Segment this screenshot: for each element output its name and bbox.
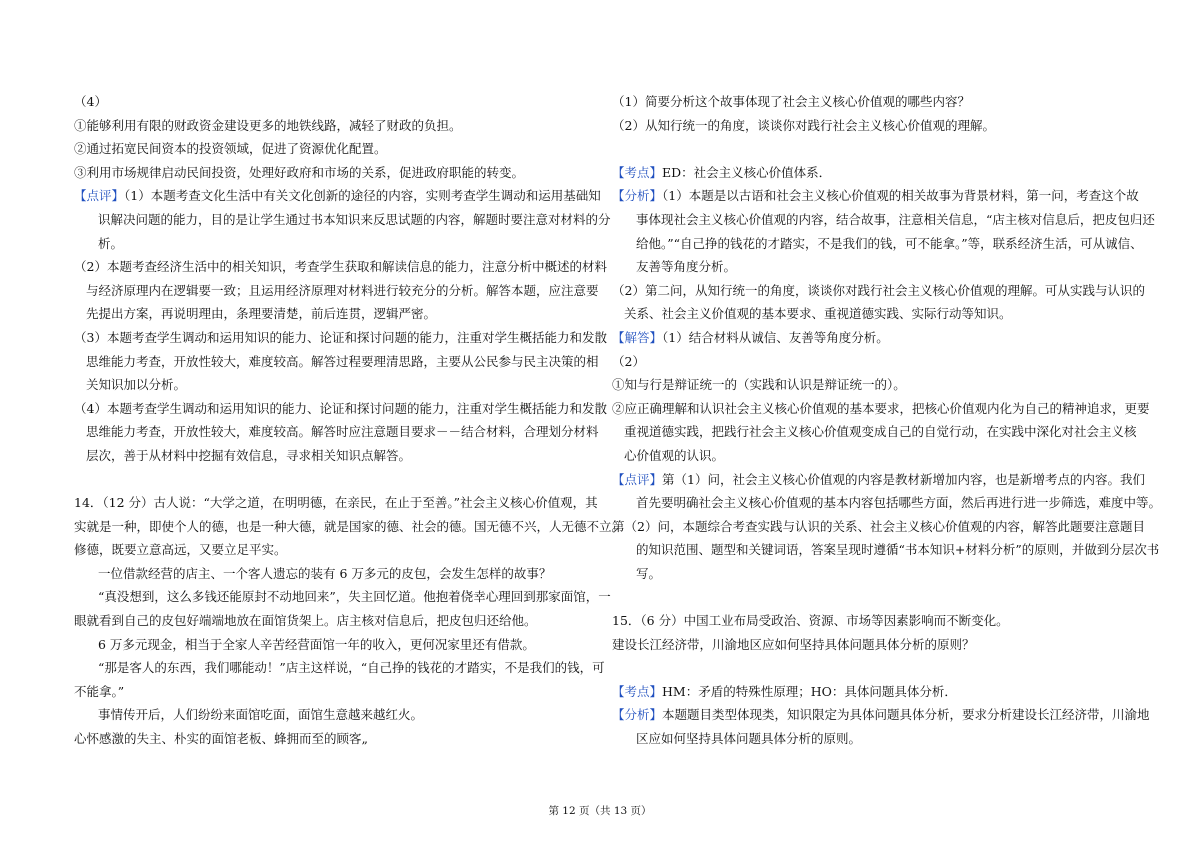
line-text: （4）本题考查学生调动和运用知识的能力、论证和探讨问题的能力，注重对学生概括能力和发散 <box>74 400 607 416</box>
text-line <box>74 491 598 515</box>
text-line <box>612 90 1134 114</box>
left-column <box>74 90 625 751</box>
section-tag: 【考点】 <box>612 683 663 699</box>
text-line <box>74 350 599 374</box>
text-line <box>74 538 594 562</box>
line-text: 思维能力考查，开放性较大，难度较高。解答时应注意题目要求－－结合材料，合理划分材料 <box>86 424 599 440</box>
line-text: （1）本题是以古语和社会主义核心价值观的相关故事为背景材料，第一问，考查这个故 <box>662 188 1139 204</box>
text-line <box>612 515 1145 539</box>
line-text: 层次，善于从材料中挖掘有效信息，寻求相关知识点解答。 <box>86 447 412 463</box>
text-line <box>74 137 594 161</box>
line-text: 析。 <box>98 235 124 251</box>
text-line <box>74 397 607 421</box>
section-tag: 【点评】 <box>74 188 125 204</box>
line-text: （1）结合材料从诚信、友善等角度分析。 <box>662 329 889 345</box>
line-text: ED：社会主义核心价值体系． <box>662 164 832 180</box>
text-line <box>612 703 1150 727</box>
text-line <box>74 633 594 657</box>
line-text: 与经济原理内在逻辑要一致；且运用经济原理对材料进行较充分的分析。解答本题，应注意要 <box>86 282 599 298</box>
line-text: 关系、社会主义价值观的基本要求、重视道德实践、实际行动等知识。 <box>624 306 1012 322</box>
section-tag: 【分析】 <box>612 188 663 204</box>
line-text: 眼就看到自己的皮包好端端地放在面馆货架上。店主核对信息后，把皮包归还给他。 <box>74 613 537 629</box>
line-text: 一位借款经营的店主、一个客人遗忘的装有 6 万多元的皮包，会发生怎样的故事？ <box>98 565 552 581</box>
line-text: 友善等角度分析。 <box>636 259 737 275</box>
text-line <box>612 420 1137 444</box>
line-text: 识解决问题的能力，目的是让学生通过书本知识来反思试题的内容，解题时要注意对材料的分 <box>98 211 611 227</box>
text-line <box>74 468 594 492</box>
line-text: 先提出方案，再说明理由，条理要清楚，前后连贯，逻辑严密。 <box>86 306 437 322</box>
line-text: ②通过拓宽民间资本的投资领域，促进了资源优化配置。 <box>74 141 387 157</box>
line-text: “那是客人的东西，我们哪能动！”店主这样说，“自己挣的钱花的才踏实，不是我们的钱，可 <box>98 660 605 676</box>
text-line <box>74 184 601 208</box>
text-line <box>74 609 594 633</box>
text-line <box>74 444 594 468</box>
text-line <box>74 373 594 397</box>
text-line <box>74 114 594 138</box>
text-line <box>612 373 1134 397</box>
line-text: 实就是一种，即使个人的德，也是一种大德，就是国家的德、社会的德。国无德不兴，人无德不立。 <box>74 518 625 534</box>
line-text: 第（2）问，本题综合考查实践与认识的关系、社会主义核心价值观的内容，解答此题要注意题目 <box>612 518 1145 534</box>
line-text: ③利用市场规律启动民间投资，处理好政府和市场的关系，促进政府职能的转变。 <box>74 164 525 180</box>
text-line <box>612 538 1160 562</box>
line-text: HM：矛盾的特殊性原理；HO：具体问题具体分析． <box>662 683 957 699</box>
text-line <box>612 137 1134 161</box>
line-text: ①知与行是辩证统一的（实践和认识是辩证统一的）。 <box>612 377 906 393</box>
text-line <box>612 208 1155 232</box>
line-text: 重视道德实践，把践行社会主义核心价值观变成自己的自觉行动，在实践中深化对社会主义核 <box>624 424 1137 440</box>
line-text: 写。 <box>636 565 662 581</box>
line-text: （2）从知行统一的角度，谈谈你对践行社会主义核心价值观的理解。 <box>612 117 995 133</box>
text-line <box>74 302 594 326</box>
line-text: （2）本题考查经济生活中的相关知识，考查学生获取和解读信息的能力，注意分析中概述的材料 <box>74 259 607 275</box>
text-line <box>74 326 607 350</box>
line-text: 本题题目类型体现类，知识限定为具体问题具体分析，要求分析建设长江经济带，川渝地 <box>662 707 1150 723</box>
text-line <box>74 703 594 727</box>
section-tag: 【分析】 <box>612 707 663 723</box>
line-text: 事体现社会主义核心价值观的内容，结合故事，注意相关信息，“店主核对信息后，把皮包归还 <box>636 211 1155 227</box>
line-text: 14．（12 分）古人说：“大学之道，在明明德，在亲民，在止于至善。”社会主义核心价值观，其 <box>74 495 598 511</box>
text-line <box>612 633 1134 657</box>
line-text: 关知识加以分析。 <box>86 377 187 393</box>
section-tag: 【考点】 <box>612 164 663 180</box>
text-line <box>74 727 594 751</box>
right-column <box>612 90 1162 751</box>
line-text: 6 万多元现金，相当于全家人辛苦经营面馆一年的收入，更何况家里还有借款。 <box>98 636 535 652</box>
text-line <box>612 585 1134 609</box>
line-text: 思维能力考查，开放性较大，难度较高。解答过程要理清思路，主要从公民参与民主决策的相 <box>86 353 599 369</box>
text-line <box>74 90 594 114</box>
line-text: 心价值观的认识。 <box>624 447 725 463</box>
text-line <box>74 232 594 256</box>
text-line <box>612 491 1162 515</box>
line-text: 第（1）问，社会主义核心价值观的内容是教材新增加内容，也是新增考点的内容。我们 <box>662 471 1145 487</box>
text-line <box>612 279 1145 303</box>
text-line <box>612 397 1150 421</box>
line-text: 心怀感激的失主、朴实的面馆老板、蜂拥而至的顾客„ <box>74 731 368 747</box>
line-text: （1）简要分析这个故事体现了社会主义核心价值观的哪些内容？ <box>612 94 970 109</box>
line-text: “真没想到，这么多钱还能原封不动地回来”，失主回忆道。他抱着侥幸心理回到那家面馆，一 <box>98 589 611 605</box>
text-line <box>612 727 1134 751</box>
text-line <box>74 420 599 444</box>
text-line <box>74 208 611 232</box>
line-text: 建设长江经济带，川渝地区应如何坚持具体问题具体分析的原则？ <box>612 636 975 652</box>
text-line <box>74 515 625 539</box>
text-line <box>612 350 1134 374</box>
text-line <box>74 279 599 303</box>
line-text: （3）本题考查学生调动和运用知识的能力、论证和探讨问题的能力，注重对学生概括能力和发散 <box>74 329 607 345</box>
text-line <box>612 161 1134 185</box>
text-line <box>612 444 1134 468</box>
text-line <box>612 680 1134 704</box>
text-line <box>74 656 605 680</box>
text-line <box>74 255 607 279</box>
line-text: 首先要明确社会主义核心价值观的基本内容包括哪些方面，然后再进行进一步筛选，难度中等。 <box>636 495 1162 511</box>
text-line <box>612 468 1145 492</box>
text-line <box>74 680 594 704</box>
line-text: （1）本题考查文化生活中有关文化创新的途径的内容，实则考查学生调动和运用基础知 <box>124 188 601 204</box>
page-footer: 第 12 页（共 13 页） <box>548 805 652 817</box>
line-text: 不能拿。” <box>74 683 125 699</box>
line-text: （2） <box>612 353 645 369</box>
text-line <box>74 562 594 586</box>
text-line <box>612 114 1134 138</box>
text-line <box>74 161 594 185</box>
line-text: ②应正确理解和认识社会主义核心价值观的基本要求，把核心价值观内化为自己的精神追求，更要 <box>612 400 1150 416</box>
line-text: 15．（6 分）中国工业布局受政治、资源、市场等因素影响而不断变化。 <box>612 613 1009 629</box>
line-text: 给他。”“自己挣的钱花的才踏实，不是我们的钱，可不能拿。”等，联系经济生活，可从诚信、 <box>636 235 1143 251</box>
section-tag: 【点评】 <box>612 471 663 487</box>
line-text: ①能够利用有限的财政资金建设更多的地铁线路，减轻了财政的负担。 <box>74 117 462 133</box>
text-line <box>612 562 1134 586</box>
line-text: 事情传开后，人们纷纷来面馆吃面，面馆生意越来越红火。 <box>98 707 424 723</box>
text-line <box>612 232 1143 256</box>
line-text: 修德，既要立意高远，又要立足平实。 <box>74 542 287 558</box>
line-text: （4） <box>74 94 107 109</box>
text-line <box>612 255 1134 279</box>
text-line <box>612 302 1134 326</box>
text-line <box>74 585 611 609</box>
text-line <box>612 326 1134 350</box>
section-tag: 【解答】 <box>612 329 663 345</box>
line-text: 的知识范围、题型和关键词语，答案呈现时遵循“书本知识+材料分析”的原则，并做到分层次书 <box>636 542 1160 558</box>
text-line <box>612 609 1134 633</box>
text-line <box>612 184 1139 208</box>
line-text: （2）第二问，从知行统一的角度，谈谈你对践行社会主义核心价值观的理解。可从实践与认识的 <box>612 282 1145 298</box>
text-line <box>612 656 1134 680</box>
line-text: 区应如何坚持具体问题具体分析的原则。 <box>636 731 862 747</box>
